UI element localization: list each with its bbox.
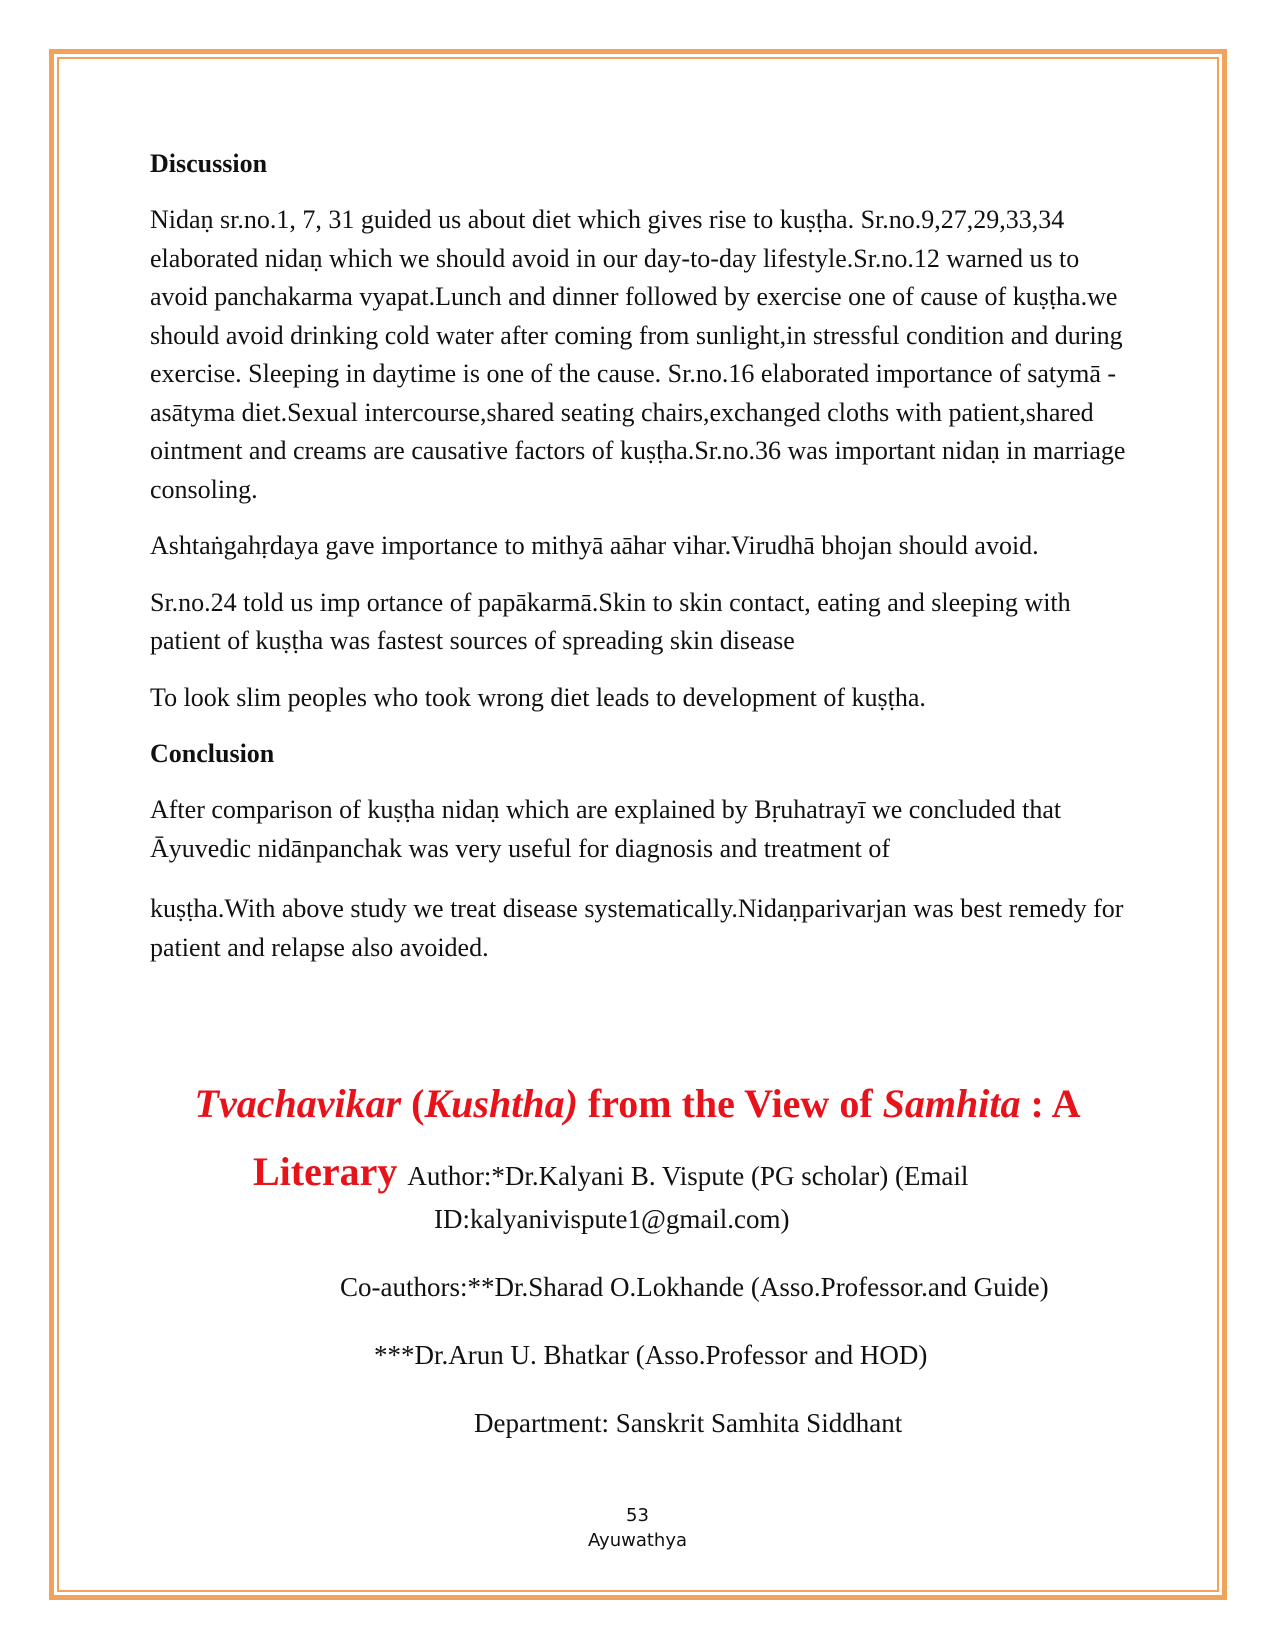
title-line-2 (253, 1148, 968, 1195)
journal-name: Ayuwathya (587, 1530, 688, 1551)
page-number: 53 (626, 1505, 649, 1526)
discussion-paragraph-2: Ashtaṅgahṛdaya gave importance to mithyā aāhar vihar.Virudhā bhojan should avoid. (150, 531, 1039, 560)
title-kushtha: Kushtha) (424, 1081, 578, 1126)
main-content (150, 145, 1130, 985)
department-line: Department: Sanskrit Samhita Siddhant (474, 1408, 903, 1438)
title-tvachavikar: Tvachavikar (194, 1081, 402, 1126)
author-email: ID:kalyanivispute1@gmail.com) (434, 1204, 790, 1234)
discussion-paragraph-3: Sr.no.24 told us imp ortance of papākarmā.Skin to skin contact, eating and sleeping with patient of kuṣṭha was fastest sources of spreading skin disease (150, 587, 1071, 655)
article-title (60, 1080, 1215, 1127)
discussion-paragraph-4: To look slim peoples who took wrong diet leads to development of kuṣṭha. (150, 682, 926, 712)
title-paren-open: ( (401, 1081, 425, 1126)
conclusion-heading: Conclusion (150, 739, 275, 768)
coauthor-line-1: Co-authors:**Dr.Sharad O.Lokhande (Asso.Professor.and Guide) (340, 1272, 1049, 1302)
coauthor-line-2: ***Dr.Arun U. Bhatkar (Asso.Professor and HOD) (374, 1340, 928, 1370)
discussion-paragraph-1: Nidaṇ sr.no.1, 7, 31 guided us about diet which gives rise to kuṣṭha. Sr.no.9,27,29,33,34 elaborated nidaṇ which we should avoid in our day-to-day lifestyle.Sr.no.12 warned us to avoid panchakarma vyapat.Lunch and dinner followed by exercise one of cause of kuṣṭha.we should avoid drinking cold water after coming from sunlight,in stressful condition and during exercise. Sleeping in daytime is one of the cause. Sr.no.16 elaborated importance of satymā -asātyma diet.Sexual intercourse,shared seating chairs,exchanged cloths with patient,shared ointment and creams are causative factors of kuṣṭha.Sr.no.36 was important nidaṇ in marriage consoling. (150, 205, 1126, 504)
title-colon-a: : A (1020, 1081, 1081, 1126)
conclusion-paragraph-2: kuṣṭha.With above study we treat disease systematically.Nidaṇparivarjan was best remedy for patient and relapse also avoided. (150, 894, 1124, 962)
title-samhita: Samhita (882, 1081, 1021, 1126)
title-from-the-view-of: from the View of (577, 1081, 883, 1126)
discussion-heading: Discussion (150, 149, 268, 178)
conclusion-paragraph-1: After comparison of kuṣṭha nidaṇ which are explained by Bṛuhatrayī we concluded that Āyuvedic nidānpanchak was very useful for diagnosis and treatment of (150, 795, 1062, 863)
author-line-1: Author:*Dr.Kalyani B. Vispute (PG scholar) (Email (407, 1161, 969, 1191)
title-literary: Literary (253, 1149, 398, 1194)
